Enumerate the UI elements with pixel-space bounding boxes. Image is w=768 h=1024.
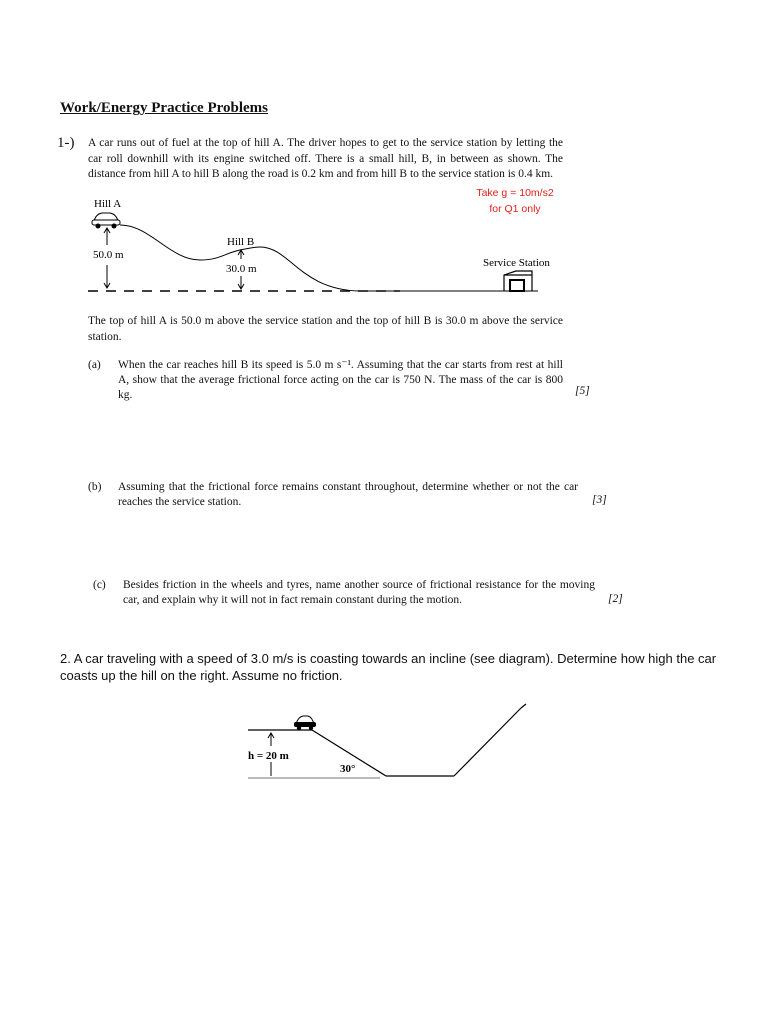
part-a-text: When the car reaches hill B its speed is 5.0 m s⁻¹. Assuming that the car starts from rest at hill A, show that the average frictional force acting on the car is 750 N. The mass of the car is 800 kg.: [118, 359, 563, 401]
part-c: [93, 578, 595, 608]
gravity-note-line-2: for Q1 only: [489, 203, 541, 215]
incline-diagram: [240, 700, 540, 790]
height-label: h = 20 m: [248, 750, 289, 762]
car-icon: [92, 213, 120, 229]
gravity-note-line-1: Take g = 10m/s2: [476, 187, 554, 199]
car-icon: [294, 716, 316, 730]
road-profile: [120, 225, 400, 291]
question-1-text: A car runs out of fuel at the top of hill A. The driver hopes to get to the service station by letting the car roll downhill with its engine switched off. There is a small hill, B, in between as shown. The distance from hill A to hill B along the road is 0.2 km and from hill B to the service station is 0.4 km.: [88, 137, 563, 180]
part-b: [88, 480, 578, 510]
height-a-label: 50.0 m: [93, 249, 124, 261]
hill-heights-text: The top of hill A is 50.0 m above the service station and the top of hill B is 30.0 m above the service station.: [88, 315, 563, 343]
up-slope: [454, 708, 521, 776]
hill-b-label: Hill B: [227, 236, 255, 248]
part-b-label: (b): [88, 481, 102, 493]
question-2-text: 2. A car traveling with a speed of 3.0 m/s is coasting towards an incline (see diagram). Determine how high the car coasts up the hill on the right. Assume no friction.: [60, 651, 717, 683]
angle-label: 30°: [340, 763, 356, 775]
part-c-text: Besides friction in the wheels and tyres, name another source of frictional resistance for the moving car, and explain why it will not in fact remain constant during the motion.: [123, 579, 595, 606]
height-b-label: 30.0 m: [226, 263, 257, 275]
part-b-marks: [3]: [592, 494, 607, 506]
part-c-marks: [2]: [608, 593, 623, 605]
part-a-label: (a): [88, 359, 101, 371]
part-b-text: Assuming that the frictional force remains constant throughout, determine whether or not the car reaches the service station.: [118, 481, 578, 508]
hill-a-label: Hill A: [94, 198, 122, 210]
part-a: [88, 358, 563, 403]
hills-diagram: [80, 195, 570, 300]
service-station-label: Service Station: [483, 257, 550, 269]
service-station-icon: [504, 271, 532, 291]
part-c-label: (c): [93, 579, 106, 591]
question-1-number: 1-): [57, 135, 75, 151]
part-a-marks: [5]: [575, 385, 590, 397]
page-title: Work/Energy Practice Problems: [60, 100, 269, 116]
up-slope-tip: [521, 704, 526, 708]
